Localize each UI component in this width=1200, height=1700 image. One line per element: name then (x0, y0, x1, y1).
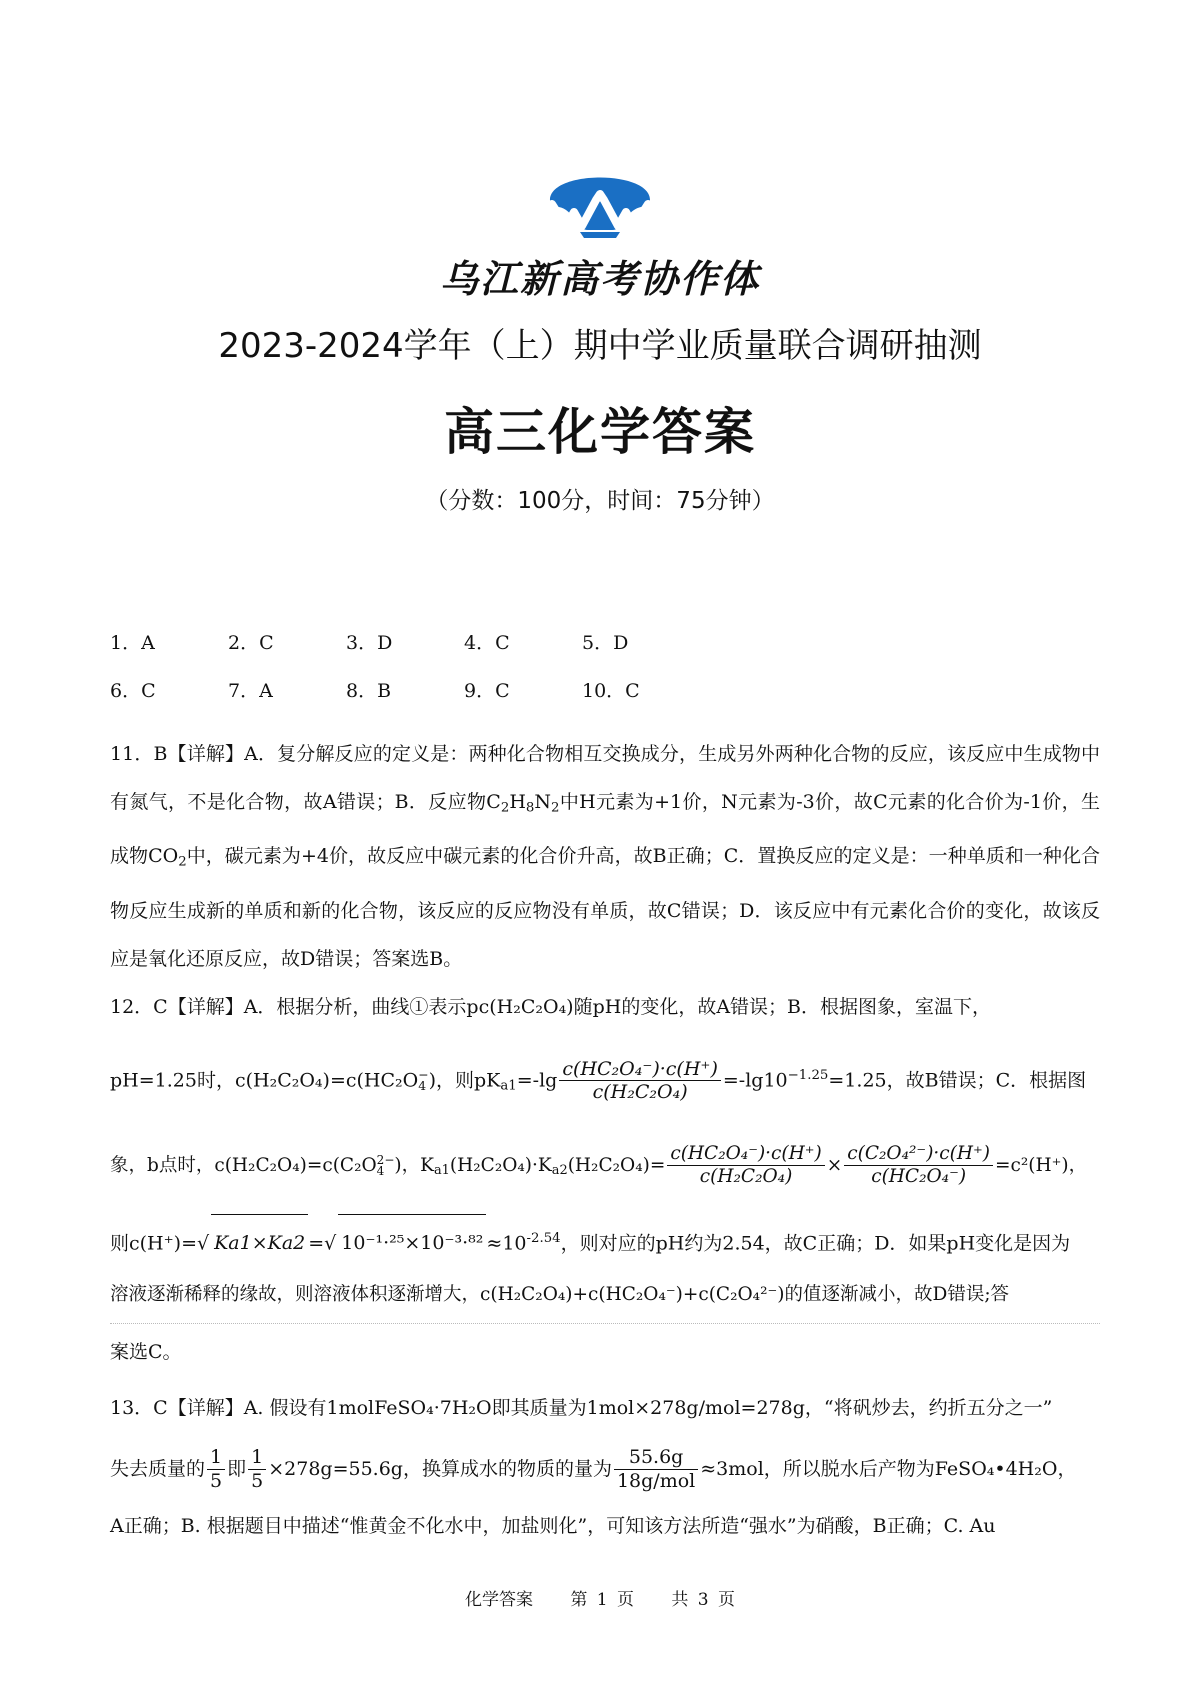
footer-subject: 化学答案 (464, 1590, 533, 1610)
page-footer (0, 1585, 1200, 1610)
ka1-fraction: $\frac{\text{c(HC₂O₄⁻)·c(H⁺)}}{\text{c(H₂C₂O₄)}}$ (559, 1058, 721, 1105)
ka2-product-fraction: $\frac{\text{c(C₂O₄²⁻)·c(H⁺)}}{\text{c(HC₂O₄⁻)}}$ (844, 1143, 993, 1188)
answer-item: 10．C (582, 680, 640, 702)
answer-item: 8．B (346, 680, 392, 702)
q13-line: A正确；B. 根据题目中描述“惟黄金不化水中，加盐则化”，可知该方法所造“强水”为硝酸，B正确；C. Au (110, 1514, 996, 1537)
wave-arch-logo-icon (540, 160, 660, 240)
q12-line: 溶液逐渐稀释的缘故，则溶液体积逐渐增大，c(H₂C₂O₄)+c(HC₂O₄⁻)+c(C₂O₄²⁻)的值逐渐减小，故D错误;答 (110, 1267, 1100, 1324)
logo (0, 160, 1200, 240)
q11-explanation: 11．B【详解】A．复分解反应的定义是：两种化合物相互交换成分，生成另外两种化合物的反应，该反应中生成物中有氮气，不是化合物，故A错误；B．反应物$C_2H_8N_2$中H元素为+1价，N元素为-3价，故C元素的化合价为-1价，生成物$CO_2$中，碳元素为+4价，故反应中碳元素的化合价升高，故B正确；C．置换反应的定义是：一种单质和一种化合物反应生成新的单质和新的化合物，该反应的反应物没有单质，故C错误；D．该反应中有元素化合价的变化，故该反应是氧化还原反应，故D错误；答案选B。 (110, 743, 1100, 970)
document-title: 高三化学答案 (444, 403, 756, 461)
water-moles-fraction: $\frac{55.6g}{\text{18g/mol}}$ (614, 1446, 698, 1493)
one-fifth-fraction: $\frac{1}{5}$ (248, 1446, 266, 1493)
answer-item: 5．D (582, 632, 629, 654)
explanations (110, 730, 1100, 1550)
organization-name: 乌江新高考协作体 (439, 257, 760, 301)
exam-title: 2023-2024学年（上）期中学业质量联合调研抽测 (218, 326, 982, 366)
q13-explanation (110, 1380, 1100, 1550)
answer-item: 1．A (110, 632, 155, 654)
answer-key (110, 628, 810, 724)
answer-item: 2．C (228, 632, 274, 654)
q12-explanation (110, 983, 1100, 1380)
q12-line: 象，b点时，c(H₂C₂O₄)=c(C₂O 2− 4 )，$K_{a1}(H_2C_2O_4)\cdot K_{a2}(H_2C_2O_4)=$ $\frac{\text{c(HC₂O₄⁻)·c(H⁺)}}{\text{c(H₂C₂O₄)}}$ × $\frac{\text{c(C₂O₄²⁻)·c(H⁺)}}{\text{c(HC₂O₄⁻)}}$ =c²(H⁺)， (110, 1142, 1088, 1188)
q12-line: 12．C【详解】A．根据分析，曲线①表示pc(H₂C₂O₄)随pH的变化，故A错误；B．根据图象，室温下， (110, 995, 992, 1018)
q12-line: 则c(H⁺)=√ Ka1×Ka2 =√ $10^{-1}\cdot^{25}\times 10^{-3}\cdot^{82} \approx 10^{-2.54}$，则对应的pH约为2.54，故C正确；D．如果pH变化是因为 (110, 1211, 1100, 1267)
sqrt-ka: Ka1×Ka2 (211, 1214, 308, 1271)
answer-item: 4．C (464, 632, 510, 654)
exam-meta: （分数：100分，时间：75分钟） (425, 488, 775, 514)
answer-item: 3．D (346, 632, 393, 654)
footer-page: 第 1 页 (570, 1590, 634, 1610)
answer-item: 6．C (110, 680, 156, 702)
answer-item: 9．C (464, 680, 510, 702)
q12-line: pH=1.25时，c(H₂C₂O₄)=c(HC₂O − 4 )，则$pK_{a1}=-\lg$ $\frac{\text{c(HC₂O₄⁻)·c(H⁺)}}{\text{c(H₂C₂O₄)}}$ $=-\lg 10^{-1.25}=1.25$，故B错误；C．根据图 (110, 1057, 1087, 1104)
answer-item: 7．A (228, 680, 273, 702)
q12-line: 案选C。 (110, 1340, 182, 1363)
q13-line: 失去质量的 $\frac{1}{5}$ 即 $\frac{1}{5}$ ×278g=55.6g，换算成水的物质的量为 $\frac{55.6g}{\text{18g/mol}}$ ≈3mol，所以脱水后产物为FeSO₄•4H₂O， (110, 1446, 1077, 1493)
answer-row (110, 628, 810, 676)
ka1-product-fraction: $\frac{\text{c(HC₂O₄⁻)·c(H⁺)}}{\text{c(H₂C₂O₄)}}$ (667, 1143, 824, 1188)
footer-total: 共 3 页 (671, 1590, 736, 1610)
q13-line: 13．C【详解】A. 假设有1molFeSO₄·7H₂O即其质量为1mol×278g/mol=278g，“将矾炒去，约折五分之一” (110, 1396, 1053, 1419)
sqrt-values: 10⁻¹·²⁵×10⁻³·⁸² (338, 1214, 486, 1271)
one-fifth-fraction: $\frac{1}{5}$ (207, 1446, 225, 1493)
answer-row (110, 676, 810, 724)
